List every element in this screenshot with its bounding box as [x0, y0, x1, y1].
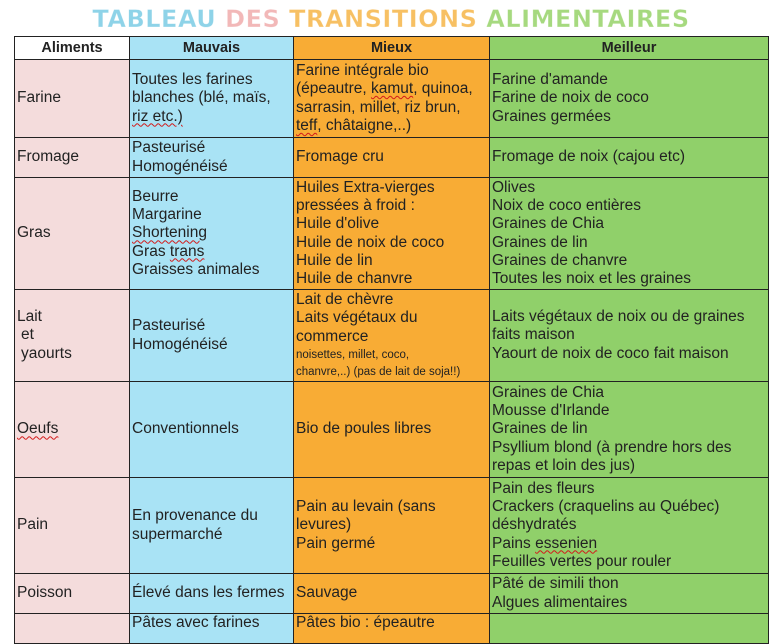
cell-mieux	[294, 290, 490, 382]
cell-line: Noix de coco entières	[492, 196, 642, 214]
cell-line: et	[21, 326, 34, 344]
cell-line: Fromage cru	[296, 148, 384, 166]
cell-mieux	[294, 60, 490, 138]
table-row	[15, 574, 769, 614]
table-row	[15, 290, 769, 382]
cell-line: déshydratés	[492, 516, 577, 534]
cell-aliment	[15, 290, 130, 382]
title-word: ALIMENTAIRES	[486, 5, 690, 33]
cell-line: Fromage	[17, 148, 80, 166]
cell-line: Huile d'olive	[296, 215, 380, 233]
cell-aliment	[15, 138, 130, 178]
cell-note: noisettes, millet, coco,	[296, 348, 410, 361]
table-row	[15, 178, 769, 290]
cell-line: Élevé dans les fermes	[132, 584, 285, 602]
table-body	[15, 60, 769, 644]
cell-line: Gras	[17, 224, 51, 242]
cell-line: Conventionnels	[132, 420, 239, 438]
header-mauvais: Mauvais	[130, 37, 294, 60]
header-row	[15, 37, 769, 60]
table-row	[15, 382, 769, 478]
cell-line: En provenance du	[132, 507, 258, 525]
cell-aliment	[15, 478, 130, 574]
cell-line: pressées à froid :	[296, 196, 415, 214]
cell-line: sarrasin, millet, riz brun,	[296, 98, 461, 116]
cell-line: Shortening	[132, 224, 207, 242]
cell-line: Graines de chanvre	[492, 251, 628, 269]
cell-line: Bio de poules libres	[296, 420, 432, 438]
cell-meilleur	[490, 614, 769, 644]
cell-meilleur	[490, 60, 769, 138]
cell-line: Graines germées	[492, 107, 611, 125]
cell-line: Huile de noix de coco	[296, 233, 445, 251]
cell-line: Graines de Chia	[492, 383, 605, 401]
cell-line: riz etc.)	[132, 107, 183, 125]
table-row	[15, 614, 769, 644]
cell-line: Toutes les farines	[132, 71, 253, 89]
cell-line: Toutes les noix et les graines	[492, 270, 692, 288]
cell-meilleur	[490, 290, 769, 382]
cell-line: Graines de lin	[492, 420, 588, 438]
cell-aliment	[15, 178, 130, 290]
cell-mauvais	[130, 382, 294, 478]
cell-meilleur	[490, 574, 769, 614]
cell-line: Graisses animales	[132, 260, 260, 278]
cell-line: Algues alimentaires	[492, 593, 628, 611]
cell-line: Crackers (craquelins au Québec)	[492, 498, 720, 516]
cell-line: Pain germé	[296, 534, 376, 552]
table-row	[15, 478, 769, 574]
cell-line: Pasteurisé	[132, 317, 206, 335]
cell-line: blanches (blé, maïs,	[132, 89, 271, 107]
cell-line: commerce	[296, 327, 369, 345]
cell-line: Pains essenien	[492, 534, 598, 552]
header-aliments: Aliments	[15, 37, 130, 60]
cell-line: faits maison	[492, 326, 575, 344]
cell-line: Homogénéisé	[132, 335, 228, 353]
cell-line: Pâté de simili thon	[492, 575, 619, 593]
cell-line: Pain des fleurs	[492, 479, 595, 497]
cell-line: (épeautre, kamut, quinoa,	[296, 80, 473, 98]
cell-line: Psyllium blond (à prendre hors des	[492, 438, 732, 456]
cell-line: Graines de lin	[492, 233, 588, 251]
cell-line: Laits végétaux du	[296, 309, 418, 327]
cell-aliment	[15, 614, 130, 644]
cell-mauvais	[130, 478, 294, 574]
cell-line	[296, 363, 487, 380]
cell-mieux	[294, 138, 490, 178]
cell-mauvais	[130, 574, 294, 614]
cell-line: Pain au levain (sans	[296, 498, 436, 516]
cell-line: Gras trans	[132, 242, 205, 260]
cell-line: Poisson	[17, 584, 73, 602]
cell-line: Farine d'amande	[492, 71, 608, 89]
cell-line: Olives	[492, 178, 536, 196]
cell-line: Farine intégrale bio	[296, 61, 429, 79]
cell-line: repas et loin des jus)	[492, 456, 636, 474]
cell-line: Laits végétaux de noix ou de graines	[492, 308, 745, 326]
cell-mauvais	[130, 60, 294, 138]
cell-line: Beurre	[132, 187, 179, 205]
cell-line: Pasteurisé	[132, 139, 206, 157]
cell-mieux	[294, 614, 490, 644]
title-word: TABLEAU	[92, 5, 226, 33]
cell-line: Margarine	[132, 206, 202, 224]
title-word: TRANSITIONS	[289, 5, 487, 33]
cell-line: Pâtes avec farines	[132, 614, 260, 631]
cell-mauvais	[130, 614, 294, 644]
cell-line: Huile de lin	[296, 251, 373, 269]
cell-line: yaourts	[21, 344, 72, 362]
cell-mieux	[294, 382, 490, 478]
cell-line: Sauvage	[296, 584, 358, 602]
cell-line: Oeufs	[17, 420, 59, 438]
cell-mieux	[294, 574, 490, 614]
cell-line: Huile de chanvre	[296, 270, 413, 288]
table-row	[15, 60, 769, 138]
cell-mauvais	[130, 290, 294, 382]
cell-line: Mousse d'Irlande	[492, 402, 610, 420]
cell-line: teff, châtaigne,..)	[296, 116, 412, 134]
cell-line: Fromage de noix (cajou etc)	[492, 148, 685, 166]
cell-meilleur	[490, 138, 769, 178]
cell-line: Feuilles vertes pour rouler	[492, 552, 672, 570]
cell-line: supermarché	[132, 525, 223, 543]
cell-line: Farine de noix de coco	[492, 89, 649, 107]
header-meilleur: Meilleur	[490, 37, 769, 60]
cell-meilleur	[490, 382, 769, 478]
cell-line: Homogénéisé	[132, 157, 228, 175]
cell-line: Huiles Extra-vierges	[296, 178, 435, 196]
cell-line: Yaourt de noix de coco fait maison	[492, 344, 729, 362]
cell-line: Farine	[17, 89, 61, 107]
title-word: DES	[225, 5, 290, 33]
cell-line	[296, 346, 487, 363]
table-row	[15, 138, 769, 178]
cell-meilleur	[490, 178, 769, 290]
cell-line: levures)	[296, 516, 352, 534]
cell-line: Pâtes bio : épeautre	[296, 614, 435, 631]
cell-mieux	[294, 478, 490, 574]
cell-aliment	[15, 60, 130, 138]
cell-mauvais	[130, 178, 294, 290]
cell-line: Pain	[17, 516, 49, 534]
cell-mieux	[294, 178, 490, 290]
cell-line: Lait	[17, 308, 42, 326]
cell-aliment	[15, 574, 130, 614]
page-title	[0, 4, 782, 34]
transition-table	[14, 36, 769, 644]
cell-line: Graines de Chia	[492, 215, 605, 233]
cell-aliment	[15, 382, 130, 478]
cell-line: Lait de chèvre	[296, 291, 394, 309]
cell-note: chanvre,..) (pas de lait de soja!!)	[296, 365, 461, 378]
cell-mauvais	[130, 138, 294, 178]
header-mieux: Mieux	[294, 37, 490, 60]
cell-meilleur	[490, 478, 769, 574]
